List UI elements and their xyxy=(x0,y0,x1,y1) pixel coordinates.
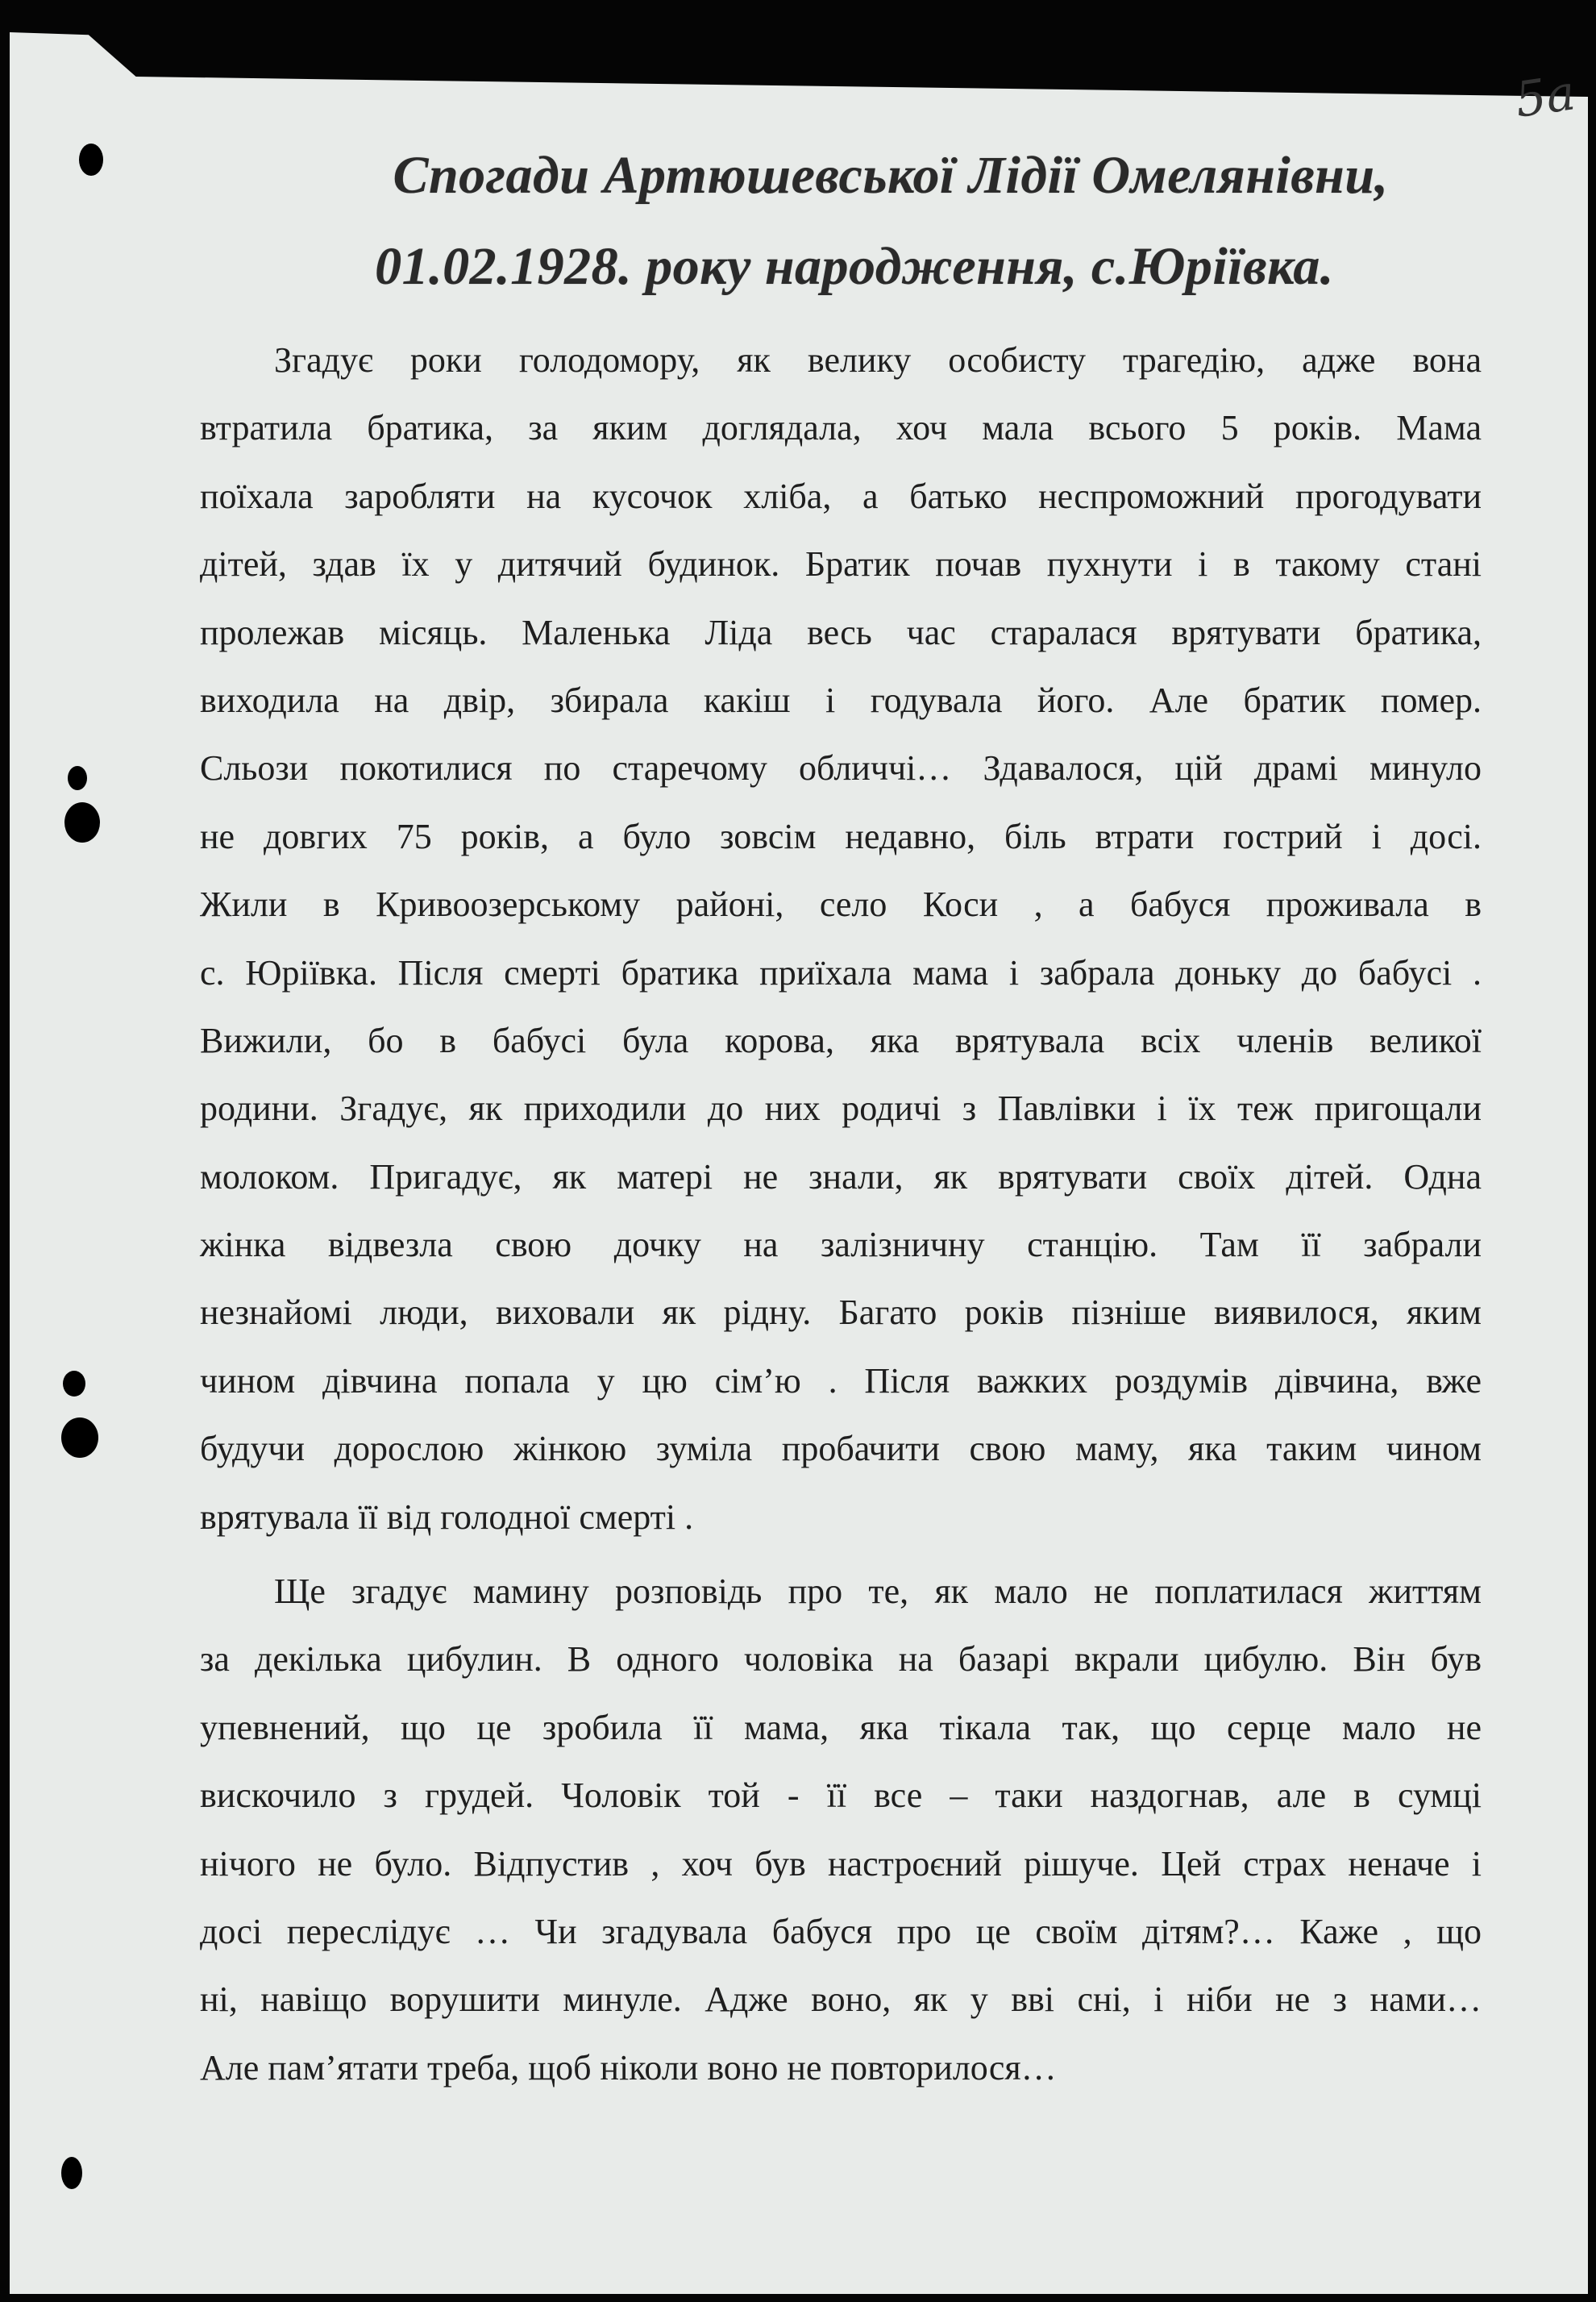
handwritten-page-number: 5а xyxy=(1511,65,1579,129)
text-line: молоком. Пригадує, як матері не знали, як врятувати своїх дітей. Одна xyxy=(200,1156,1482,1197)
text-line: поїхала заробляти на кусочок хліба, а батько неспроможний прогодувати xyxy=(200,476,1482,516)
text-line: не довгих 75 років, а було зовсім недавно, біль втрати гострий і досі. xyxy=(200,816,1482,856)
text-line: незнайомі люди, виховали як рідну. Багато років пізніше виявилося, яким xyxy=(200,1293,1482,1333)
text-line: вискочило з грудей. Чоловік той - її все – таки наздогнав, але в сумці xyxy=(200,1775,1482,1816)
text-line: виходила на двір, збирала какіш і годувала його. Але братик помер. xyxy=(200,680,1482,720)
document-body xyxy=(200,327,1482,2102)
text-line: Згадує роки голодомору, як велику особисту трагедію, адже вона xyxy=(274,340,1482,380)
text-line: родини. Згадує, як приходили до них родичі з Павлівки і їх теж пригощали xyxy=(200,1089,1482,1129)
text-line: врятувала її від голодної смерті . xyxy=(200,1497,694,1537)
text-line: чином дівчина попала у цю сім’ю . Після важких роздумів дівчина, вже xyxy=(200,1360,1482,1401)
text-line: упевнений, що це зробила її мама, яка тікала так, що серце мало не xyxy=(200,1707,1482,1747)
punch-hole xyxy=(64,802,100,843)
text-line: с. Юріївка. Після смерті братика приїхала мама і забрала доньку до бабусі . xyxy=(200,952,1482,993)
punch-hole xyxy=(68,766,87,790)
punch-hole xyxy=(61,1417,98,1458)
text-line: досі переслідує … Чи згадувала бабуся про це своїм дітям?… Каже , що xyxy=(200,1911,1482,1951)
text-line: пролежав місяць. Маленька Ліда весь час старалася врятувати братика, xyxy=(200,612,1482,652)
text-line: Але пам’ятати треба, щоб ніколи воно не повторилося… xyxy=(200,2047,1057,2088)
document-title-line-2: 01.02.1928. року народження, с.Юріївка. xyxy=(375,237,1334,296)
text-line: дітей, здав їх у дитячий будинок. Братик почав пухнути і в такому стані xyxy=(200,544,1482,585)
text-line: Сльози покотилися по старечому обличчі… Здавалося, цій драмі минуло xyxy=(200,748,1482,789)
paragraph xyxy=(200,327,1482,1551)
paragraph-gap xyxy=(200,1551,1482,1558)
text-line: ні, навіщо ворушити минуле. Адже воно, як у вві сні, і ніби не з нами… xyxy=(200,1979,1482,2020)
text-line: за декілька цибулин. В одного чоловіка на базарі вкрали цибулю. Він був xyxy=(200,1639,1482,1680)
text-line: втратила братика, за яким доглядала, хоч мала всього 5 років. Мама xyxy=(200,408,1482,448)
text-line: Ще згадує мамину розповідь про те, як мало не поплатилася життям xyxy=(274,1571,1482,1612)
text-line: Вижили, бо в бабусі була корова, яка врятувала всіх членів великої xyxy=(200,1020,1482,1060)
text-line: будучи дорослою жінкою зуміла пробачити свою маму, яка таким чином xyxy=(200,1429,1482,1469)
text-line: нічого не було. Відпустив , хоч був настроєний рішуче. Цей страх неначе і xyxy=(200,1843,1482,1884)
text-line: жінка відвезла свою дочку на залізничну станцію. Там її забрали xyxy=(200,1225,1482,1265)
punch-hole xyxy=(63,1371,85,1397)
paragraph xyxy=(200,1558,1482,2102)
punch-hole xyxy=(61,2157,82,2189)
document-title-line-1: Спогади Артюшевської Лідії Омелянівни, xyxy=(393,146,1389,205)
text-line: Жили в Кривоозерському районі, село Коси , а бабуся проживала в xyxy=(200,885,1482,925)
